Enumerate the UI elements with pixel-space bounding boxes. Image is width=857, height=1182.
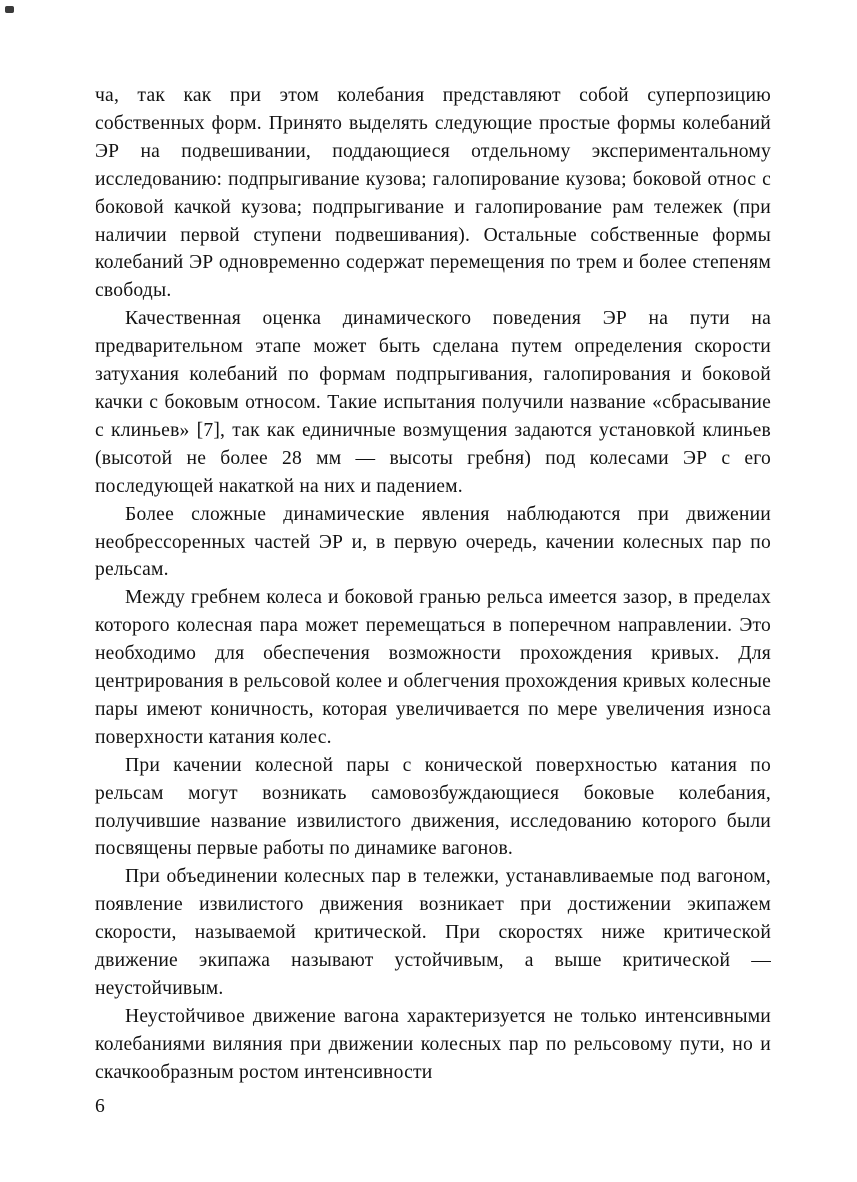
paragraph: Более сложные динамические явления наблюдаются при движении необрессоренных частей ЭР и, в первую очередь, качении колесных пар по рельсам.	[95, 503, 771, 581]
paragraph: ча, так как при этом колебания представляют собой суперпозицию собственных форм. Принято выделять следующие простые формы колебаний ЭР на подвешивании, поддающиеся отдельному экспериментальному исследованию: подпрыгивание кузова; галопирование кузова; боковой относ с боковой качкой кузова; подпрыгивание и галопирование рам тележек (при наличии первой ступени подвешивания). Остальные собственные формы колебаний ЭР одновременно содержат перемещения по трем и более степеням свободы.	[95, 85, 771, 302]
paragraph: При объединении колесных пар в тележки, устанавливаемые под вагоном, появление извилистого движения возникает при достижении экипажем скорости, называемой критической. При скоростях ниже критической движение экипажа называют устойчивым, а выше критической — неустойчивым.	[95, 866, 771, 999]
paragraph: Качественная оценка динамического поведения ЭР на пути на предварительном этапе может быть сделана путем определения скорости затухания колебаний по формам подпрыгивания, галопирования и боковой качки с боковым относом. Такие испытания получили название «сбрасывание с клиньев» [7], так как единичные возмущения задаются установкой клиньев (высотой не более 28 мм — высоты гребня) под колесами ЭР с его последующей накаткой на них и падением.	[95, 308, 771, 497]
body-text	[95, 82, 771, 1087]
page-number: 6	[95, 1096, 105, 1117]
paragraph: Неустойчивое движение вагона характеризуется не только интенсивными колебаниями виляния при движении колесных пар по рельсовому пути, но и скачкообразным ростом интенсивности	[95, 1005, 771, 1083]
paragraph: При качении колесной пары с конической поверхностью катания по рельсам могут возникать самовозбуждающиеся боковые колебания, получившие название извилистого движения, исследованию которого были посвящены первые работы по динамике вагонов.	[95, 754, 771, 860]
scan-artifact	[5, 6, 14, 13]
paragraph: Между гребнем колеса и боковой гранью рельса имеется зазор, в пределах которого колесная пара может перемещаться в поперечном направлении. Это необходимо для обеспечения возможности прохождения кривых. Для центрирования в рельсовой колее и облегчения прохождения кривых колесные пары имеют коничность, которая увеличивается по мере увеличения износа поверхности катания колес.	[95, 587, 771, 748]
